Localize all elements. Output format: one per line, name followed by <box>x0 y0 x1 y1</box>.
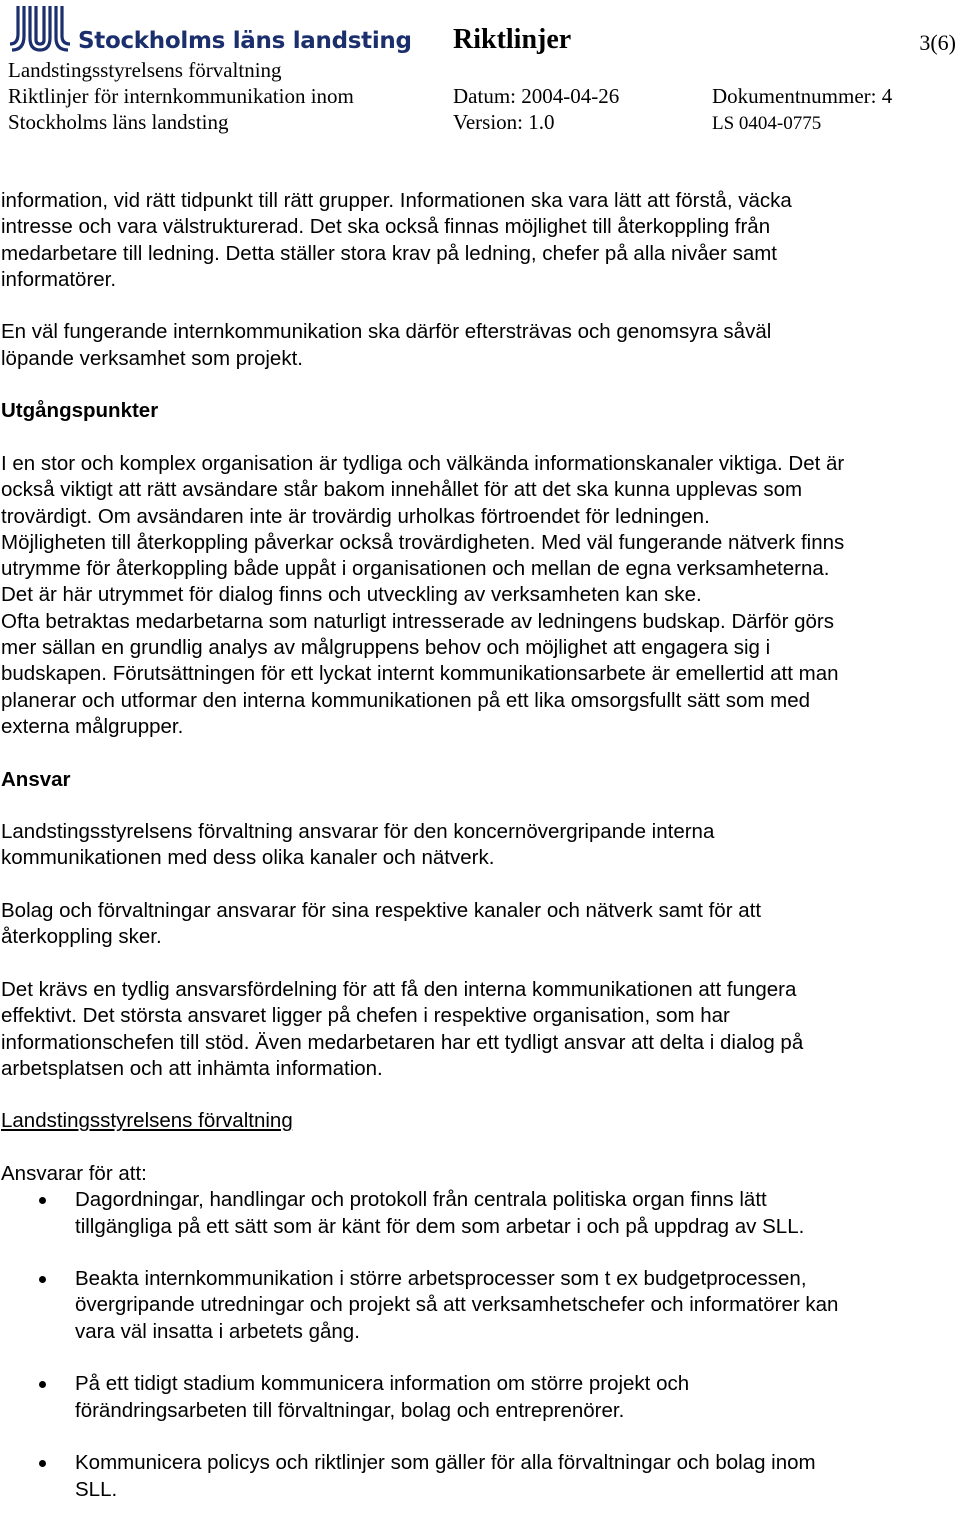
heading-ansvar: Ansvar <box>1 767 71 791</box>
list-item: Kommunicera policys och riktlinjer som gäller för alla förvaltningar och bolag inom SLL. <box>1 1450 951 1503</box>
paragraph-utgangspunkter: I en stor och komplex organisation är tydliga och välkända informationskanaler viktiga. Det är också viktigt att rätt avsändare står bakom innehållet för att det ska kunna upplevas som trovärdigt. Om avsändaren inte är trovärdig urholkas förtroendet för ledningen. Möjligheten till återkoppling påverkar också trovärdigheten. Med väl fungerande nätverk finns utrymme för återkoppling både uppåt i organisationen och mellan de egna verksamheterna. Det är här utrymmet för dialog finns och utveckling av verksamheten kan ske. Ofta betraktas medarbetarna som naturligt intresserade av ledningens budskap. Därför görs mer sällan en grundlig analys av målgruppens behov och möjlighet att engagera sig i budskapen. Förutsättningen för ett lyckat internt kommunikationsarbete är emellertid att man planerar och utformar den interna kommunikationen på ett lika omsorgsfullt sätt som med externa målgrupper. <box>1 451 845 738</box>
document-body <box>1 188 951 1529</box>
sll-logo-icon <box>8 4 72 54</box>
paragraph-internkommunikation: En väl fungerande internkommunikation ska därför eftersträvas och genomsyra såväl löpande verksamhet som projekt. <box>1 320 772 370</box>
sll-logo <box>8 4 412 56</box>
ansvarar-for-label: Ansvarar för att: <box>1 1161 147 1185</box>
heading-utgangspunkter: Utgångspunkter <box>1 399 159 423</box>
paragraph-ansvar-2: Bolag och förvaltningar ansvarar för sina respektive kanaler och nätverk samt för att återkoppling sker. <box>1 899 762 949</box>
document-header <box>0 0 960 140</box>
doc-date: Datum: 2004-04-26 <box>453 84 620 108</box>
list-item: På ett tidigt stadium kommunicera information om större projekt och förändringsarbeten till förvaltningar, bolag och entreprenörer. <box>1 1371 951 1424</box>
doc-subject-line1: Riktlinjer för internkommunikation inom <box>8 84 354 108</box>
bullet-icon <box>39 1276 46 1283</box>
page-number: 3(6) <box>919 30 956 55</box>
responsibility-list <box>1 1187 951 1503</box>
list-item: Dagordningar, handlingar och protokoll från centrala politiska organ finns lätt tillgängliga på ett sätt som är känt för dem som arbetar i och på uppdrag av SLL. <box>1 1187 951 1240</box>
heading-landstingsstyrelsens-forvaltning: Landstingsstyrelsens förvaltning <box>1 1109 293 1133</box>
bullet-icon <box>39 1197 46 1204</box>
ls-number: LS 0404-0775 <box>712 113 822 134</box>
doc-title: Riktlinjer <box>453 24 572 55</box>
doc-subject-line2: Stockholms läns landsting <box>8 110 229 134</box>
org-name: Landstingsstyrelsens förvaltning <box>8 58 282 82</box>
bullet-icon <box>39 1381 46 1388</box>
intro-paragraph: information, vid rätt tidpunkt till rätt grupper. Informationen ska vara lätt att förstå, väcka intresse och vara välstrukturerad. Det ska också finnas möjlighet till återkoppling från medarbetare till ledning. Detta ställer stora krav på ledning, chefer på alla nivåer samt informatörer. <box>1 189 792 291</box>
logo-wordmark: Stockholms läns landsting <box>78 28 412 54</box>
paragraph-ansvar-1: Landstingsstyrelsens förvaltning ansvarar för den koncernövergripande interna kommunikationen med dess olika kanaler och nätverk. <box>1 820 715 870</box>
bullet-icon <box>39 1460 46 1467</box>
doc-version: Version: 1.0 <box>453 110 555 134</box>
paragraph-ansvar-3: Det krävs en tydlig ansvarsfördelning för att få den interna kommunikationen att fungera effektivt. Det största ansvaret ligger på chefen i respektive organisation, som har informationschefen till stöd. Även medarbetaren har ett tydligt ansvar att delta i dialog på arbetsplatsen och att inhämta information. <box>1 977 804 1080</box>
doc-number: Dokumentnummer: 4 <box>712 84 893 108</box>
list-item: Beakta internkommunikation i större arbetsprocesser som t ex budgetprocessen, övergripande utredningar och projekt så att verksamhetschefer och informatörer kan vara väl insatta i arbetets gång. <box>1 1266 951 1345</box>
